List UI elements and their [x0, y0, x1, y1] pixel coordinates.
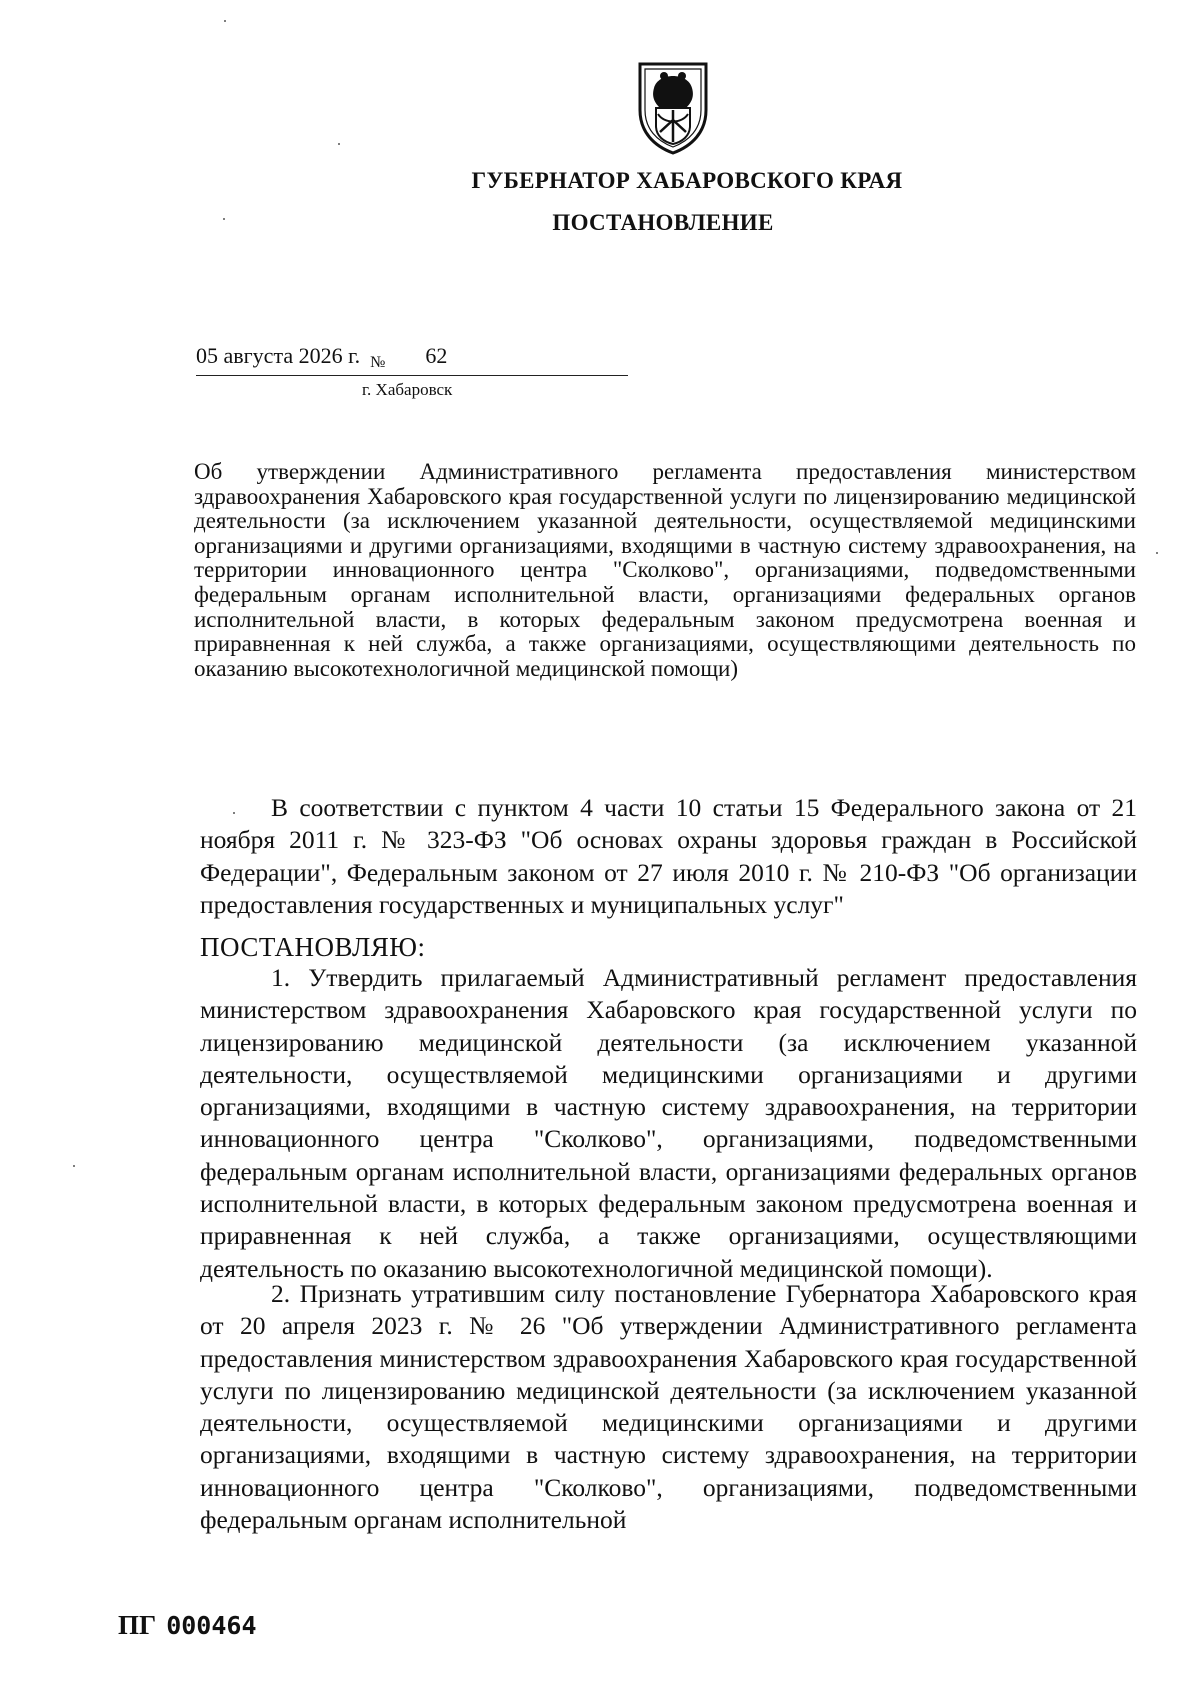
form-series: ПГ [118, 1610, 157, 1640]
form-serial-number: 000464 [166, 1611, 257, 1640]
scan-speck [223, 218, 225, 220]
scan-speck [1156, 552, 1158, 554]
number-label: № [370, 354, 386, 371]
scan-speck [338, 143, 340, 145]
scan-speck [73, 1165, 75, 1167]
issuing-authority: ГУБЕРНАТОР ХАБАРОВСКОГО КРАЯ [471, 168, 903, 193]
decree-item-text: 1. Утвердить прилагаемый Административный регламент предоставления министерством здравоохранения Хабаровского края государственной услуги по лицензированию медицинской деятельности (за исключением указанной деятельности, осуществляемой медицинскими организациями и другими организациями, входящими в частную систему здравоохранения, на территории инновационного центра "Сколково", организациями, подведомственными федеральным органам исполнительной власти, организациями федеральных органов исполнительной власти, в которых федеральным законом предусмотрена военная и приравненная к ней служба, а также организациями, осуществляющими деятельность по оказанию высокотехнологичной медицинской помощи). [200, 963, 1137, 1283]
decree-item-text: 2. Признать утратившим силу постановление Губернатора Хабаровского края от 20 апреля 2023 г. № 26 "Об утверждении Административного регламента предоставления министерством здравоохранения Хабаровского края государственной услуги по лицензированию медицинской деятельности (за исключением указанной деятельности, осуществляемой медицинскими организациями и другими организациями, входящими в частную систему здравоохранения, на территории инновационного центра "Сколково", организациями, подведомственными федеральным органам исполнительной [200, 1279, 1137, 1535]
decree-item-1 [200, 962, 1137, 1285]
document-number: 62 [425, 343, 448, 368]
date-underline [196, 375, 628, 376]
date-number-line [196, 343, 447, 372]
decree-item-2 [200, 1278, 1137, 1536]
document-type: ПОСТАНОВЛЕНИЕ [552, 210, 774, 235]
preamble-text: В соответствии с пунктом 4 части 10 статьи 15 Федерального закона от 21 ноября 2011 г. № 323-ФЗ "Об основах охраны здоровья граждан в Российской Федерации", Федеральным законом от 27 июля 2010 г. № 210-ФЗ "Об организации предоставления государственных и муниципальных услуг" [200, 793, 1137, 919]
issue-city: г. Хабаровск [362, 380, 453, 399]
scan-speck [224, 20, 226, 22]
document-subject: Об утверждении Административного регламента предоставления министерством здравоохранения Хабаровского края государственной услуги по лицензированию медицинской деятельности (за исключением указанной деятельности, осуществляемой медицинскими организациями и другими организациями, входящими в частную систему здравоохранения, на территории инновационного центра "Сколково", организациями, подведомственными федеральным органам исполнительной власти, организациями федеральных органов исполнительной власти, в которых федеральным законом предусмотрена военная и приравненная к ней служба, а также организациями, осуществляющими деятельность по оказанию высокотехнологичной медицинской помощи) [194, 459, 1136, 681]
decree-word: ПОСТАНОВЛЯЮ: [200, 932, 426, 962]
preamble [200, 792, 1137, 921]
coat-of-arms-icon [634, 58, 712, 156]
scan-speck [233, 812, 235, 814]
document-date: 05 августа 2026 г. [196, 343, 361, 368]
form-serial-code [118, 1610, 257, 1641]
